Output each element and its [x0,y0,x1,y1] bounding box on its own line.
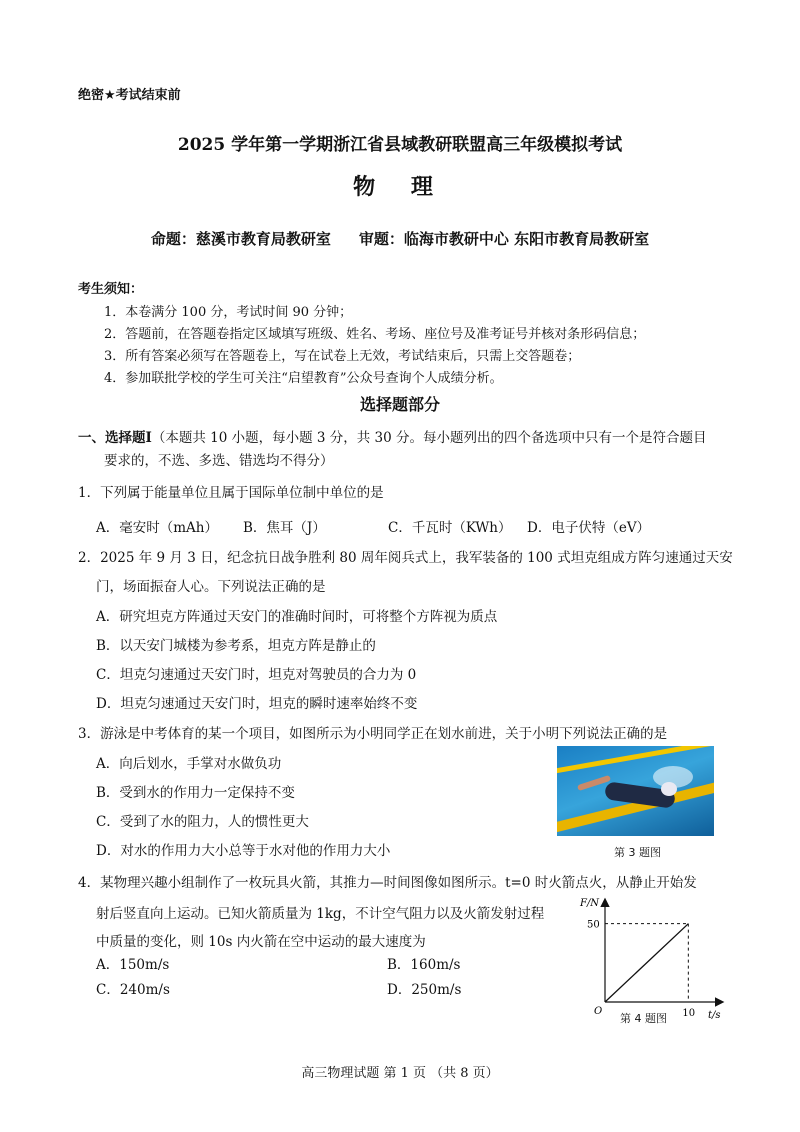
notice-item: 3．所有答案必须写在答题卷上，写在试卷上无效，考试结束后，只需上交答题卷； [104,349,581,364]
part1-label: 一、选择题Ⅰ [78,430,152,446]
q1-option-a: A．毫安时（mAh） [96,520,218,536]
q4-option-b: B．160m/s [387,957,461,973]
q4-stem: 4．某物理兴趣小组制作了一枚玩具火箭，其推力—时间图像如图所示。t=0 时火箭点火，从静止开始发 [78,875,697,891]
q3-option-b: B．受到水的作用力一定保持不变 [96,785,295,801]
author-proposer: 命题：慈溪市教育局教研室 [150,230,331,248]
q3-stem: 3．游泳是中考体育的某一个项目，如图所示为小明同学正在划水前进，关于小明下列说法正确的是 [78,726,668,742]
q4-option-a: A．150m/s [96,957,170,973]
author-reviewer: 审题：临海市教研中心 东阳市教育局教研室 [358,230,650,248]
part1-desc: （本题共 10 小题，每小题 3 分，共 30 分。每小题列出的四个备选项中只有一个是符合题目 [151,430,707,446]
swimmer-photo [557,746,714,836]
y-axis-label: F/N [580,898,600,909]
q1-option-d: D．电子伏特（eV） [527,520,651,536]
q1-stem: 1．下列属于能量单位且属于国际单位制中单位的是 [78,485,384,501]
data-line [605,924,688,1002]
q2-option-a: A．研究坦克方阵通过天安门的准确时间时，可将整个方阵视为质点 [96,609,498,625]
force-time-chart [572,890,732,1030]
q2-stem-cont: 门，场面振奋人心。下列说法正确的是 [96,579,326,595]
q2-option-b: B．以天安门城楼为参考系，坦克方阵是静止的 [96,638,376,654]
subject-title: 物 理 [353,174,447,200]
q3-option-d: D．对水的作用力大小总等于水对他的作用力大小 [96,843,391,859]
q1-option-c: C．千瓦时（KWh） [388,520,512,536]
part1-header [78,426,707,446]
q4-stem-cont: 射后竖直向上运动。已知火箭质量为 1kg，不计空气阻力以及火箭发射过程 [96,906,545,922]
q4-stem-cont: 中质量的变化，则 10s 内火箭在空中运动的最大速度为 [96,934,426,950]
q4-option-d: D．250m/s [387,982,462,998]
page-footer: 高三物理试题 第 1 页 （共 8 页） [301,1066,499,1081]
q2-option-d: D．坦克匀速通过天安门时，坦克的瞬时速率始终不变 [96,696,418,712]
origin-label: O [594,1006,603,1017]
notice-item: 1．本卷满分 100 分，考试时间 90 分钟； [104,305,353,320]
authors-line [0,228,800,249]
q2-stem: 2．2025 年 9 月 3 日，纪念抗日战争胜利 80 周年阅兵式上，我军装备的 100 式坦克组成方阵匀速通过天安 [78,550,733,566]
q1-option-b: B．焦耳（J） [243,520,326,536]
q2-option-c: C．坦克匀速通过天安门时，坦克对驾驶员的合力为 0 [96,667,417,683]
x-tick-label: 10 [682,1008,696,1019]
notice-title: 考生须知： [78,282,144,297]
q4-option-c: C．240m/s [96,982,170,998]
exam-title: 2025 学年第一学期浙江省县域教研联盟高三年级模拟考试 [177,135,623,155]
notice-item: 2．答题前，在答题卷指定区域填写班级、姓名、考场、座位号及准考证号并核对条形码信息； [104,327,646,342]
section-title: 选择题部分 [359,395,440,414]
q3-option-a: A．向后划水，手掌对水做负功 [96,756,282,772]
q3-caption: 第 3 题图 [614,846,661,859]
y-tick-label: 50 [587,919,600,931]
secret-label: 绝密★考试结束前 [78,88,181,103]
notice-item: 4．参加联批学校的学生可关注“启望教育”公众号查询个人成绩分析。 [104,371,503,386]
x-axis-label: t/s [708,1010,721,1021]
q4-caption: 第 4 题图 [620,1012,667,1025]
q3-option-c: C．受到了水的阻力，人的惯性更大 [96,814,309,830]
part1-desc-cont: 要求的，不选、多选、错选均不得分） [104,453,334,469]
